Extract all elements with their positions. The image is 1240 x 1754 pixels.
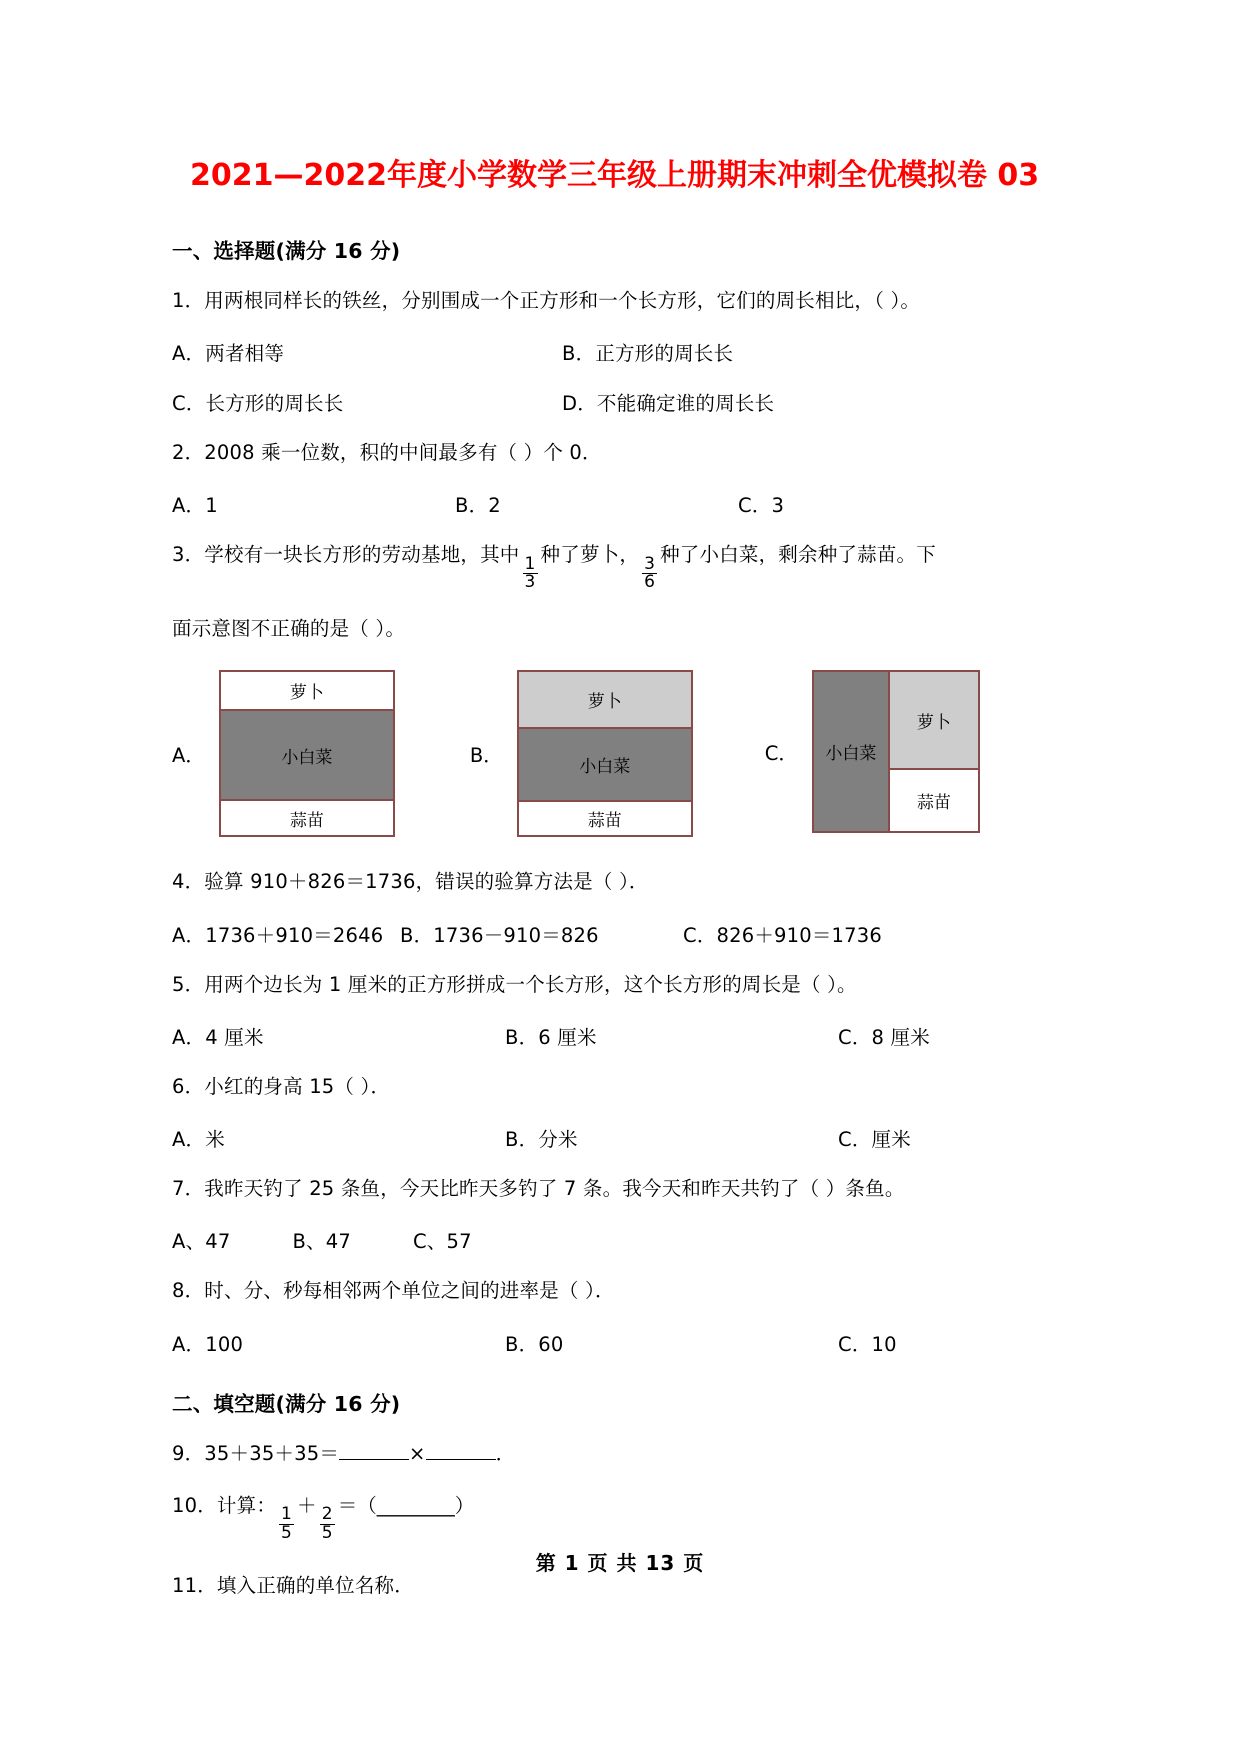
fraction-three-sixths <box>642 553 657 593</box>
question-3-text-part3: 种了小白菜，剩余种了蒜苗。下 <box>660 543 936 567</box>
question-3-stem-line2: 面示意图不正确的是（ ）。 <box>172 617 406 641</box>
question-7-options <box>172 1226 1075 1254</box>
fraction-numerator: 1 <box>524 553 536 574</box>
question-10-prefix: 10．计算： <box>172 1493 277 1517</box>
figure-c[interactable] <box>812 670 980 833</box>
figure-a[interactable] <box>219 670 395 837</box>
section-heading-choice: 一、选择题(满分 16 分) <box>172 239 401 263</box>
option-1c[interactable]: C．长方形的周长长 <box>172 392 344 416</box>
option-6a[interactable]: A．米 <box>172 1128 225 1152</box>
option-2a[interactable]: A．1 <box>172 494 218 518</box>
option-5b[interactable]: B．6 厘米 <box>505 1025 597 1049</box>
question-1-options-row2 <box>172 388 1075 416</box>
figure-b-group <box>470 670 693 837</box>
figure-c-right-column <box>890 672 978 831</box>
figure-b[interactable] <box>517 670 693 837</box>
fraction-denominator: 3 <box>524 572 536 593</box>
figure-a-group <box>172 670 395 837</box>
figure-a-region-radish: 萝卜 <box>221 672 393 709</box>
figure-b-region-garlic: 蒜苗 <box>519 800 691 835</box>
option-1a[interactable]: A．两者相等 <box>172 342 285 366</box>
question-5-options <box>172 1022 1075 1050</box>
question-3-text-part2: 种了萝卜， <box>540 543 640 567</box>
option-5c[interactable]: C．8 厘米 <box>838 1025 930 1049</box>
figure-b-region-radish: 萝卜 <box>519 672 691 727</box>
question-9-operator: × <box>409 1441 426 1465</box>
question-8-options <box>172 1329 1075 1357</box>
figure-a-region-garlic: 蒜苗 <box>221 799 393 835</box>
option-1b[interactable]: B．正方形的周长长 <box>562 342 734 366</box>
figure-b-label: B． <box>469 743 503 767</box>
question-2-stem: 2．2008 乘一位数，积的中间最多有（ ）个 0． <box>172 441 602 465</box>
question-8-stem: 8．时、分、秒每相邻两个单位之间的进率是（ ）． <box>172 1279 615 1303</box>
question-10-operator: ＋ <box>297 1493 317 1517</box>
fraction-one-fifth <box>279 1503 294 1543</box>
option-8a[interactable]: A．100 <box>172 1332 244 1356</box>
option-1d[interactable]: D．不能确定谁的周长长 <box>562 392 775 416</box>
question-11-stem: 11．填入正确的单位名称． <box>172 1573 414 1597</box>
question-4-stem: 4．验算 910＋826＝1736，错误的验算方法是（ ）． <box>172 870 649 894</box>
option-7b[interactable]: B、47 <box>292 1230 351 1254</box>
question-6-options <box>172 1124 1075 1152</box>
question-2-options <box>172 490 1075 518</box>
question-10-answer-blank[interactable]: ＝（________） <box>337 1493 475 1517</box>
question-10-stem <box>172 1491 1075 1543</box>
fraction-numerator: 3 <box>644 553 656 574</box>
option-4a[interactable]: A．1736＋910＝2646 <box>172 923 384 947</box>
question-9-prefix: 9．35＋35＋35＝ <box>172 1441 340 1465</box>
option-7a[interactable]: A、47 <box>172 1230 231 1254</box>
figure-c-region-radish: 萝卜 <box>890 672 978 768</box>
figure-c-label: C． <box>764 741 798 765</box>
option-8b[interactable]: B．60 <box>505 1332 564 1356</box>
figure-c-region-cabbage: 小白菜 <box>814 672 890 831</box>
fraction-numerator: 1 <box>281 1503 293 1524</box>
figure-c-region-garlic: 蒜苗 <box>890 768 978 831</box>
question-3-stem <box>172 540 1075 592</box>
section-heading-fill-blank: 二、填空题(满分 16 分) <box>172 1391 401 1416</box>
option-6b[interactable]: B．分米 <box>505 1128 578 1152</box>
question-7-stem: 7．我昨天钓了 25 条鱼，今天比昨天多钓了 7 条。我今天和昨天共钓了（ ）条鱼。 <box>172 1177 905 1201</box>
option-6c[interactable]: C．厘米 <box>838 1128 911 1152</box>
fraction-denominator: 6 <box>644 572 656 593</box>
question-5-stem: 5．用两个边长为 1 厘米的正方形拼成一个长方形，这个长方形的周长是（ ）。 <box>172 972 857 996</box>
figure-b-region-cabbage: 小白菜 <box>519 727 691 800</box>
option-4b[interactable]: B．1736－910＝826 <box>400 923 599 947</box>
question-6-stem: 6．小红的身高 15（ ）． <box>172 1074 391 1098</box>
option-7c[interactable]: C、57 <box>412 1230 472 1254</box>
question-9-stem <box>172 1439 1075 1469</box>
page-footer: 第 1 页 共 13 页 <box>535 1551 705 1575</box>
question-1-stem: 1．用两根同样长的铁丝，分别围成一个正方形和一个长方形，它们的周长相比，（ ）。 <box>172 289 921 312</box>
fraction-denominator: 5 <box>281 1522 293 1543</box>
option-2c[interactable]: C．3 <box>738 494 785 518</box>
page-title: 2021—2022年度小学数学三年级上册期末冲刺全优模拟卷 03 <box>190 158 1040 193</box>
answer-blank-9b[interactable] <box>426 1459 496 1460</box>
option-2b[interactable]: B．2 <box>455 494 501 518</box>
question-3-figures <box>172 670 1075 837</box>
question-1-options <box>172 338 1075 366</box>
fraction-one-third <box>523 553 538 593</box>
option-8c[interactable]: C．10 <box>838 1332 897 1356</box>
figure-a-label: A． <box>172 743 205 767</box>
question-3-text-part1: 3．学校有一块长方形的劳动基地，其中 <box>172 543 520 567</box>
fraction-denominator: 5 <box>321 1522 333 1543</box>
option-4c[interactable]: C．826＋910＝1736 <box>683 923 882 947</box>
option-5a[interactable]: A．4 厘米 <box>172 1025 264 1049</box>
fraction-numerator: 2 <box>321 1503 333 1524</box>
fraction-two-fifths <box>320 1503 335 1543</box>
question-9-suffix: ． <box>495 1441 516 1465</box>
answer-blank-9a[interactable] <box>339 1459 409 1460</box>
figure-c-group <box>765 670 980 833</box>
question-4-options <box>172 920 1075 948</box>
figure-a-region-cabbage: 小白菜 <box>221 709 393 799</box>
